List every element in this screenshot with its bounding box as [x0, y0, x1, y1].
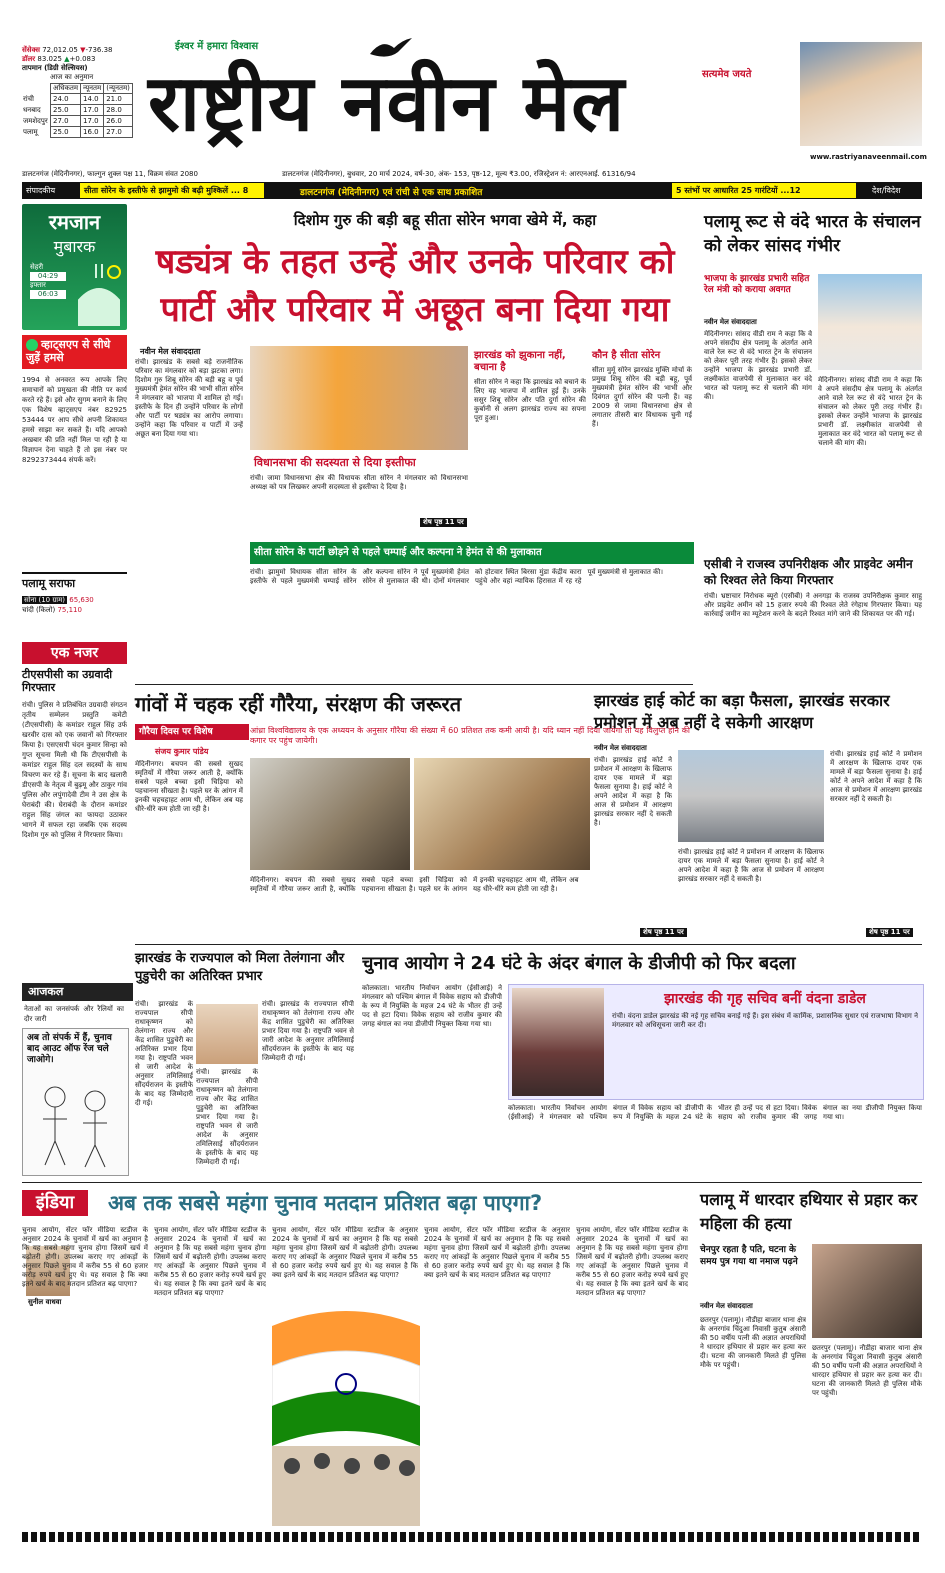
palamu-crime-text: छतरपुर (पलामू)। नौडीहा बाजार थाना क्षेत्र के अनरगांव चिंदुआ निवासी कुतुब अंसारी की 50 वर्षीय पत्नी की अज्ञात अपराधियों ने धारदार हथियार से प्रहार कर हत्या कर दी। घटना की जानकारी मिलते ही पुलिस मौके पर पहुंची। [700, 1316, 806, 1369]
portrait-photo [800, 42, 922, 146]
who-box-title: कौन है सीता सोरेन [592, 350, 661, 361]
governor-headline: झारखंड के राज्यपाल को मिला तेलंगाना और पुडुचेरी का अतिरिक्त प्रभार [135, 951, 345, 984]
sehri-time: 04:29 [30, 272, 66, 281]
nav-right[interactable]: देश/विदेश [872, 186, 901, 195]
sarafa-title: पलामू सराफा [22, 577, 76, 590]
palamu-crime-photo [812, 1244, 922, 1338]
mosque-icon [74, 260, 124, 326]
dollar-value: 83.025 [37, 55, 62, 63]
bjp-box-title: झारखंड को झुकाना नहीं, बचाना है [474, 350, 566, 373]
sparrow-photo-right [414, 758, 590, 870]
masthead-title: राष्ट्रीय नवीन मेल [148, 59, 626, 149]
silver-label: चांदी (किलो) [22, 606, 56, 614]
table-row: रांची 24.0 14.0 21.0 [22, 94, 132, 105]
palamu-crime-byline: नवीन मेल संवाददाता [700, 1302, 753, 1310]
temp-label: तापमान (डिग्री सेल्सियस) [22, 64, 88, 72]
whatsapp-text: 1994 से अनवरत रूप आपके लिए समाचारों को प्रमुखता की नीति पर कार्य करते रहे हैं। इसे और सुगम बनाने के लिए एक विशेष व्हाट्सएप नंबर 82925 53444 पर आप सीधे अपनी शिकायत हमसे साझा कर सकते हैं। यदि आपको अखबार की प्रति नहीं मिल पा रही है या विज्ञापन देना चाहते हैं तो इस नंबर पर 8292373444 संपर्क करें। [22, 376, 127, 464]
cartoon-figures-icon [33, 1079, 119, 1169]
divider [135, 944, 922, 945]
iftar-time: 06:03 [30, 290, 66, 299]
governor-photo [196, 1004, 258, 1064]
india-author: सुनील वाधवा [28, 1298, 62, 1306]
gold-value: 65,630 [69, 596, 94, 604]
champai-headline: सीता सोरेन के पार्टी छोड़ने से पहले चम्पाई और कल्पना ने हेमंत से की मुलाकात [254, 547, 542, 558]
governor-text-cont: रांची। झारखंड के राज्यपाल सीपी राधाकृष्णन को तेलंगाना राज्य और केंद्र शासित पुडुचेरी का अतिरिक्त प्रभार दिया गया है। राष्ट्रपति भवन से जारी आदेश के अनुसार तमिलिसाई सौंदर्यराजन के इस्तीफे के बाद यह जिम्मेदारी दी गई। [196, 1068, 258, 1166]
hc-text: रांची। झारखंड हाई कोर्ट ने प्रमोशन में आरक्षण के खिलाफ दायर एक मामले में बड़ा फैसला सुनाया है। हाई कोर्ट ने अपने आदेश में कहा है कि आज से प्रमोशन में आरक्षण झारखंड सरकार नहीं दे सकती है। [594, 756, 672, 827]
sensex-label: सेंसेक्स [22, 46, 40, 54]
gauraiya-headline: गांवों में चहक रहीं गौरैया, संरक्षण की जरूरत [135, 692, 462, 716]
left-date: डालटनगंज (मेदिनीनगर), फाल्गुन शुक्ल पक्ष 11, विक्रम संवत 2080 [22, 170, 198, 178]
sarafa-box [22, 572, 127, 626]
edition-line: डालटनगंज (मेदिनीनगर), बुधवार, 20 मार्च 2024, वर्ष-30, अंक- 153, पृष्ठ-12, मूल्य ₹3.00, रजिस्ट्रेशन नं: आरएनआई. 61316/94 [282, 170, 636, 178]
lead-photo-caption-text: रांची। जामा विधानसभा क्षेत्र की विधायक सीता सोरेन ने मंगलवार को विधानसभा अध्यक्ष को पत्र लिखकर अपनी सदस्यता से इस्तीफा दे दिया है। [250, 474, 468, 491]
aajkal-caption: नेताओं का जनसंपर्क और रैलियों का दौर जारी [24, 1005, 124, 1023]
lead-headline: षड्यंत्र के तहत उन्हें और उनके परिवार को पार्टी और परिवार में अछूत बना दिया गया [155, 242, 675, 330]
eknazar-headline: टीएसपीसी का उग्रवादी गिरफ्तार [22, 668, 113, 694]
india-text-col3: चुनाव आयोग, सेंटर फॉर मीडिया स्टडीज के अनुसार 2024 के चुनावों में खर्च का अनुमान है कि यह सबसे महंगा चुनाव होगा जिसमें खर्च में बढ़ोतरी होगी। उपलब्ध कराए गए आंकड़ों के अनुसार पिछले चुनाव में करीब 55 से 60 हजार करोड़ रुपये खर्च हुए थे। यह सवाल है कि क्या इतने खर्च के बाद मतदान प्रतिशत बढ़ पाएगा? [272, 1226, 418, 1279]
aajkal-title: आजकल [22, 983, 133, 1001]
gauraiya-text: मेदिनीनगर। बचपन की सबसे सुखद स्मृतियों में गौरैया जरूर आती है, क्योंकि सबसे पहले बच्चा इसी चिड़िया को पहचानना सीखता है। पहले घर के आंगन में इनकी चहचहाहट आम थी, लेकिन अब यह धीरे-धीरे कम होती जा रही है। [135, 760, 243, 813]
champai-text: रांची। झामुमो विधायक सीता सोरेन के इस्तीफे से पहले मुख्यमंत्री चम्पाई सोरेन और कल्पना सोरेन ने पूर्व मुख्यमंत्री हेमंत सोरेन से मुलाकात की थी। दोनों मंगलवार को होटवार स्थित बिरसा मुंडा केंद्रीय कारा पहुंचे और वहां न्यायिक हिरासत में रह रहे पूर्व मुख्यमंत्री से मुलाकात की। [250, 568, 663, 585]
sehri-label: सेहरी [30, 263, 44, 271]
who-box-text: सीता मुर्मू सोरेन झारखंड मुक्ति मोर्चा के प्रमुख शिबू सोरेन की बड़ी बहू, पूर्व मुख्यमंत्री हेमंत सोरेन की भाभी और दिवंगत दुर्गा सोरेन की पत्नी हैं। वह 2009 से जामा विधानसभा क्षेत्र से लगातार तीसरी बार विधायक चुनी गई हैं। [592, 366, 692, 428]
gauraiya-tag: गौरैया दिवस पर विशेष [135, 724, 249, 740]
india-label: इंडिया [22, 1190, 88, 1216]
eci-headline: चुनाव आयोग ने 24 घंटे के अंदर बंगाल के डीजीपी को फिर बदला [362, 953, 796, 974]
railway-text-cont: मेदिनीनगर। सांसद वीडी राम ने कहा कि वे अपने संसदीय क्षेत्र पलामू के अंतर्गत आने वाले रेल रूट से वंदे भारत ट्रेन के संचालन को लेकर पूरी तरह गंभीर हैं। इसको लेकर उन्होंने भाजपा के झारखंड प्रभारी डॉ. लक्ष्मीकांत वाजपेयी से मुलाकात कर वंदे भारत को पलामू रूट से चलाने की मांग की। [818, 376, 922, 447]
silver-value: 75,110 [57, 606, 82, 614]
governor-text: रांची। झारखंड के राज्यपाल सीपी राधाकृष्णन को तेलंगाना राज्य और केंद्र शासित पुडुचेरी का अतिरिक्त प्रभार दिया गया है। राष्ट्रपति भवन से जारी आदेश के अनुसार तमिलिसाई सौंदर्यराजन के इस्तीफे के बाद यह जिम्मेदारी दी गई। [135, 1000, 193, 1107]
railway-byline: नवीन मेल संवाददाता [704, 318, 757, 326]
india-text-col5: चुनाव आयोग, सेंटर फॉर मीडिया स्टडीज के अनुसार 2024 के चुनावों में खर्च का अनुमान है कि यह सबसे महंगा चुनाव होगा जिसमें खर्च में बढ़ोतरी होगी। उपलब्ध कराए गए आंकड़ों के अनुसार पिछले चुनाव में करीब 55 से 60 हजार करोड़ रुपये खर्च हुए थे। यह सवाल है कि क्या इतने खर्च के बाद मतदान प्रतिशत बढ़ पाएगा? [576, 1226, 688, 1297]
website-url[interactable]: www.rastriyanaveenmail.com [810, 153, 927, 161]
palamu-crime-headline: पलामू में धारदार हथियार से प्रहार कर महिला की हत्या [700, 1190, 918, 1233]
lead-kicker: दिशोम गुरु की बड़ी बहू सीता सोरेन भगवा खेमे में, कहा [293, 211, 597, 229]
eknazar-title: एक नजर [22, 642, 127, 664]
ramzan-title: रमजान [48, 210, 101, 234]
table-row: जमशेदपुर 27.0 17.0 26.0 [22, 116, 132, 127]
flag-crowd-illustration-icon [272, 1296, 420, 1526]
whatsapp-box [22, 335, 127, 565]
gauraiya-text-cont: मेदिनीनगर। बचपन की सबसे सुखद स्मृतियों में गौरैया जरूर आती है, क्योंकि सबसे पहले बच्चा इसी चिड़िया को पहचानना सीखता है। पहले घर के आंगन में इनकी चहचहाहट आम थी, लेकिन अब यह धीरे-धीरे कम होती जा रही है। [250, 876, 579, 893]
bjp-box [474, 350, 586, 536]
gauraiya-byline: संजय कुमार पांडेय [155, 747, 209, 756]
whatsapp-title: व्हाट्सएप से सीधे जुड़ें हमसे [22, 335, 127, 369]
eci-text: कोलकाता। भारतीय निर्वाचन आयोग (ईसीआई) ने मंगलवार को पश्चिम बंगाल में विवेक सहाय को डीजीपी के रूप में नियुक्ति के महज 24 घंटे के भीतर ही उन्हें पद से हटा दिया। विवेक सहाय को राजीव कुमार की जगह बंगाल का नया डीजीपी नियुक्त किया गया था। [362, 984, 502, 1028]
hc-byline: नवीन मेल संवाददाता [594, 744, 647, 752]
india-headline: अब तक सबसे महंगा चुनाव मतदान प्रतिशत बढ़ा पाएगा? [108, 1191, 543, 1215]
iftar-label: इफ्तार [30, 281, 46, 289]
eknazar-text: रांची। पुलिस ने प्रतिबंधित उग्रवादी संगठन तृतीय सम्मेलन प्रस्तुति कमेटी (टीएसपीसी) के कमांडर राहुल सिंह उर्फ खरवीर दास को एक जवानों को गिरफ्तार किया है। एसएसपी चंदन कुमार सिन्हा को गुप्त सूचना मिली थी कि टीएसपीसी के कमांडर राहुल सिंह दल सदस्यों के साथ विचरण कर रहे हैं। सूचना के बाद खलारी डीएसपी के नेतृत्व में बुढ़मू और ठाकुर गांव पुलिस और लपुंगादेवी टीम ने उस क्षेत्र के घेराबंदी की। घेराबंदी के दौरान कमांडर राहुल सिंह जंगल का फायदा उठाकर भागने में सफल रहा जबकि एक सदस्य दिशोम गुरु को पुलिस ने गिरफ्तार किया। [22, 701, 127, 839]
palamu-crime-text-cont: छतरपुर (पलामू)। नौडीहा बाजार थाना क्षेत्र के अनरगांव चिंदुआ निवासी कुतुब अंसारी की 50 वर्षीय पत्नी की अज्ञात अपराधियों ने धारदार हथियार से प्रहार कर हत्या कर दी। घटना की जानकारी मिलते ही पुलिस मौके पर पहुंची। [812, 1344, 922, 1397]
lead-jump-link[interactable]: शेष पृष्ठ 11 पर [420, 518, 467, 527]
india-text-col4: चुनाव आयोग, सेंटर फॉर मीडिया स्टडीज के अनुसार 2024 के चुनावों में खर्च का अनुमान है कि यह सबसे महंगा चुनाव होगा जिसमें खर्च में बढ़ोतरी होगी। उपलब्ध कराए गए आंकड़ों के अनुसार पिछले चुनाव में करीब 55 से 60 हजार करोड़ रुपये खर्च हुए थे। यह सवाल है कि क्या इतने खर्च के बाद मतदान प्रतिशत बढ़ पाएगा? [424, 1226, 570, 1279]
lead-body: रांची। झारखंड के सबसे बड़े राजनीतिक परिवार का मंगलवार को बड़ा झटका लगा। दिशोम गुरु शिबू सोरेन की बड़ी बहू व पूर्व मुख्यमंत्री हेमंत सोरेन की भाभी सीता सोरेन ने मंगलवार को भाजपा में शामिल हो गई। इस्तीफे के दिन ही उन्होंने परिवार के लोगों और पार्टी पर षड्यंत्र का आरोप लगाया। उन्होंने कहा कि परिवार व पार्टी में उन्हें अछूत बना दिया गया था। [135, 358, 243, 438]
cartoon-speech: अब तो संपर्क में हैं, चुनाव बाद आउट ऑफ रेंज चले जाओगे। [27, 1033, 112, 1065]
divider [135, 684, 693, 685]
bottom-rule [22, 1532, 922, 1542]
india-text-col2: चुनाव आयोग, सेंटर फॉर मीडिया स्टडीज के अनुसार 2024 के चुनावों में खर्च का अनुमान है कि यह सबसे महंगा चुनाव होगा जिसमें खर्च में बढ़ोतरी होगी। उपलब्ध कराए गए आंकड़ों के अनुसार पिछले चुनाव में करीब 55 से 60 हजार करोड़ रुपये खर्च हुए थे। यह सवाल है कि क्या इतने खर्च के बाद मतदान प्रतिशत बढ़ पाएगा? [154, 1226, 266, 1297]
hc-jump-link[interactable]: शेष पृष्ठ 11 पर [866, 928, 913, 937]
temp-sublabel: आज का अनुमान [50, 73, 94, 81]
temp-table: अधिकतम न्यूनतम (न्यूनतम) रांची 24.0 14.0 21.0 धनबाद 25.0 17.0 28.0 जमशेदपुर 27.0 17.0 26.0 पलामू 25.0 16.0 27.0 [22, 83, 133, 138]
dollar-change: +0.083 [69, 55, 96, 63]
vandana-photo [512, 988, 604, 1096]
hc-photo [678, 750, 824, 842]
nav-promo-right[interactable]: 5 स्तंभों पर आधारित 25 गारंटियों ...12 [672, 183, 856, 198]
railway-sub: भाजपा के झारखंड प्रभारी सहित रेल मंत्री को कराया अवगत [704, 274, 810, 295]
nav-left[interactable]: संपादकीय [26, 186, 56, 195]
divider [22, 1182, 922, 1183]
whatsapp-icon [26, 339, 38, 351]
who-box [592, 350, 692, 536]
sensex-change: -736.38 [85, 46, 113, 54]
gauraiya-intro: आंध्रा विश्वविद्यालय के एक अध्ययन के अनुसार गौरैया की संख्या में 60 प्रतिशत तक कमी आयी है। यदि ध्यान नहीं दिया जायेगा तो यह विलुप्त होने की कगार पर पहुंच जायेगी। [250, 726, 690, 745]
vandana-text: रांची। वंदना डाडेल झारखंड की नई गृह सचिव बनाई गई हैं। इस संबंध में कार्मिक, प्रशासनिक सुधार एवं राजभाषा विभाग ने मंगलवार को अधिसूचना जारी कर दी। [612, 1012, 918, 1029]
hc-text-right: रांची। झारखंड हाई कोर्ट ने प्रमोशन में आरक्षण के खिलाफ दायर एक मामले में बड़ा फैसला सुनाया है। हाई कोर्ट ने अपने आदेश में कहा है कि आज से प्रमोशन में आरक्षण झारखंड सरकार नहीं दे सकती है। [830, 750, 922, 803]
lead-photo [250, 346, 468, 450]
hc-headline: झारखंड हाई कोर्ट का बड़ा फैसला, झारखंड सरकार प्रमोशन में अब नहीं दे सकेगी आरक्षण [594, 691, 890, 732]
table-row: पलामू 25.0 16.0 27.0 [22, 127, 132, 138]
cartoon [22, 1028, 129, 1176]
railway-photo [818, 274, 922, 370]
gold-label: सोना (10 ग्राम) [24, 596, 66, 604]
hc-text-cont: रांची। झारखंड हाई कोर्ट ने प्रमोशन में आरक्षण के खिलाफ दायर एक मामले में बड़ा फैसला सुनाया है। हाई कोर्ट ने अपने आदेश में कहा है कि आज से प्रमोशन में आरक्षण झारखंड सरकार नहीं दे सकती है। [678, 848, 824, 883]
sparrow-photo-left [250, 758, 410, 870]
lead-byline: नवीन मेल संवाददाता [140, 347, 201, 356]
masthead-motto: सत्यमेव जयते [702, 69, 752, 80]
ramzan-subtitle: मुबारक [53, 237, 96, 256]
railway-headline: पलामू रूट से वंदे भारत के संचालन को लेकर सांसद गंभीर [704, 212, 921, 256]
table-row: धनबाद 25.0 17.0 28.0 [22, 105, 132, 116]
vandana-headline: झारखंड की गृह सचिव बनीं वंदना डाडेल [664, 991, 866, 1007]
gauraiya-jump-link[interactable]: शेष पृष्ठ 11 पर [640, 928, 687, 937]
nav-center: डालटनगंज (मेदिनीनगर) एवं रांची से एक साथ प्रकाशित [300, 188, 483, 198]
india-text-col1: चुनाव आयोग, सेंटर फॉर मीडिया स्टडीज के अनुसार 2024 के चुनावों में खर्च का अनुमान है कि यह सबसे महंगा चुनाव होगा जिसमें खर्च में बढ़ोतरी होगी। उपलब्ध कराए गए आंकड़ों के अनुसार पिछले चुनाव में करीब 55 से 60 हजार करोड़ रुपये खर्च हुए थे। यह सवाल है कि क्या इतने खर्च के बाद मतदान प्रतिशत बढ़ पाएगा? [22, 1226, 148, 1288]
dollar-label: डॉलर [22, 55, 36, 63]
ramzan-box [22, 204, 127, 330]
governor-text-right: रांची। झारखंड के राज्यपाल सीपी राधाकृष्णन को तेलंगाना राज्य और केंद्र शासित पुडुचेरी का अतिरिक्त प्रभार दिया गया है। राष्ट्रपति भवन से जारी आदेश के अनुसार तमिलिसाई सौंदर्यराजन के इस्तीफे के बाद यह जिम्मेदारी दी गई। [262, 1000, 354, 1062]
acb-headline: एसीबी ने राजस्व उपनिरीक्षक और प्राइवेट अमीन को रिश्वत लेते किया गिरफ्तार [704, 557, 913, 587]
bjp-box-text: सीता सोरेन ने कहा कि झारखंड को बचाने के लिए वह भाजपा में शामिल हुई हैं। उनके ससुर शिबू सोरेन और पति दुर्गा सोरेन की कुर्बानी से अलग झारखंड राज्य का सपना पूरा हुआ। [474, 378, 586, 422]
markets-box: सेंसेक्स 72,012.05 ▼-736.38 डॉलर 83.025 ▲+0.083 तापमान (डिग्री सेल्सियस) आज का अनुमान अधिकतम न्यूनतम (न्यूनतम) रांची 24.0 14.0 21.0 धनबाद 25.0 17.0 28.0 जमशेदपुर 27.0 17.0 26.0 पलामू 25.0 16.0 27.0 [22, 46, 142, 164]
railway-text: मेदिनीनगर। सांसद वीडी राम ने कहा कि वे अपने संसदीय क्षेत्र पलामू के अंतर्गत आने वाले रेल रूट से वंदे भारत ट्रेन के संचालन को लेकर पूरी तरह गंभीर हैं। इसको लेकर उन्होंने भाजपा के झारखंड प्रभारी डॉ. लक्ष्मीकांत वाजपेयी से मुलाकात कर वंदे भारत को पलामू रूट से चलाने की मांग की। [704, 330, 812, 401]
sensex-value: 72,012.05 [42, 46, 78, 54]
lead-photo-caption: विधानसभा की सदस्यता से दिया इस्तीफा [254, 456, 416, 469]
nav-promo-left[interactable]: सीता सोरेन के इस्तीफे से झामुमो की बढ़ी मुश्किलें ... 8 [80, 183, 264, 198]
election-illustration [272, 1296, 420, 1526]
acb-text: रांची। भ्रष्टाचार निरोधक ब्यूरो (एसीबी) ने अनगड़ा के राजस्व उपनिरीक्षक कुमार साहु और प्राइवेट अमीन को 15 हजार रुपये की रिश्वत लेते रंगेहाथ गिरफ्तार किया। यह कार्रवाई जमीन का म्यूटेशन करने के बदले रिश्वत मांगे जाने की शिकायत पर की गई। [704, 592, 922, 618]
eci-text-cont: कोलकाता। भारतीय निर्वाचन आयोग (ईसीआई) ने मंगलवार को पश्चिम बंगाल में विवेक सहाय को डीजीपी के रूप में नियुक्ति के महज 24 घंटे के भीतर ही उन्हें पद से हटा दिया। विवेक सहाय को राजीव कुमार की जगह बंगाल का नया डीजीपी नियुक्त किया गया था। [508, 1104, 922, 1121]
masthead-tagline: ईश्वर में हमारा विश्वास [175, 41, 259, 52]
palamu-crime-sub: चेनपुर रहता है पति, घटना के समय पुत्र गया था नमाज पढ़ने [700, 1245, 798, 1267]
